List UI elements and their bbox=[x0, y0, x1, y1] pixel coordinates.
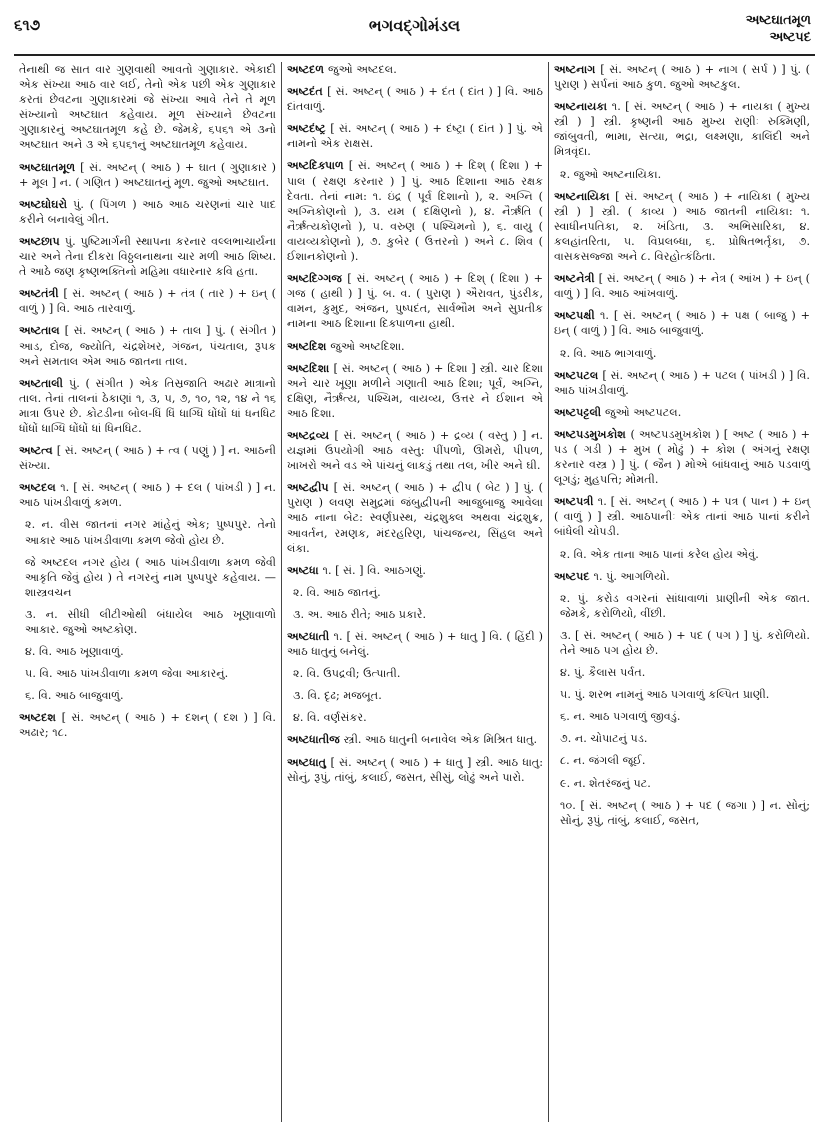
headword: અષ્ટદિશ bbox=[287, 339, 331, 353]
dictionary-entry bbox=[554, 547, 810, 562]
definition-text: [ સં. અષ્ટન્ ( આઠ ) + દંષ્ટ્રા ( દાંત ) ] પું. એ નામનો એક રાક્ષસ. bbox=[287, 122, 543, 151]
dictionary-entry bbox=[19, 376, 276, 436]
dictionary-entry bbox=[287, 607, 543, 622]
headword: અષ્ટદલ bbox=[19, 481, 61, 495]
headword: અષ્ટનાયિકા bbox=[554, 189, 616, 203]
dictionary-entry bbox=[287, 361, 543, 421]
definition-text: ૧. [ સં. અષ્ટન્ ( આઠ ) + પક્ષ ( બાજુ ) + ઇન્ ( વાળું ) ] વિ. આઠ બાજુવાળું. bbox=[554, 309, 810, 338]
definition-text: ૨. વિ. આઠ ભાગવાળું. bbox=[560, 346, 657, 360]
dictionary-entry bbox=[19, 644, 276, 659]
headword: અષ્ટધાતીજ bbox=[287, 733, 344, 747]
definition-text: [ સં. અષ્ટન્ ( આઠ ) + પટલ ( પાંખડી ) ] વિ. આઠ પાંખડીવાળું. bbox=[554, 368, 810, 397]
headword: અષ્ટધા bbox=[287, 563, 323, 577]
column-right bbox=[548, 62, 815, 1122]
definition-text: ૨. વિ. એક તાના આઠ પાનાં કરેલ હોય એવું. bbox=[560, 547, 759, 561]
dictionary-entry bbox=[287, 339, 543, 354]
definition-text: [ સં. અષ્ટન્ ( આઠ ) + દશન્ ( દશ ) ] વિ. અઢાર; ૧૮. bbox=[19, 711, 276, 740]
headword: અષ્ટદિશા bbox=[287, 361, 334, 375]
dictionary-entry bbox=[554, 368, 810, 398]
dictionary-entry bbox=[554, 189, 810, 264]
dictionary-entry bbox=[554, 665, 810, 680]
dictionary-entry bbox=[287, 563, 543, 578]
definition-text: જુઓ અષ્ટપટલ. bbox=[605, 405, 682, 419]
dictionary-entry bbox=[554, 405, 810, 420]
definition-text: [ સં. અષ્ટન્ ( આઠ ) + દ્વીપ ( બેટ ) ] પું. ( પુરાણ ) લવણ સમુદ્રમાં જંબુદ્વીપની આજુબાજુ આવેલા આઠ નાના બેટ: સ્વર્ણપ્રસ્થ, ચંદ્રશુક્લ અથવા ચંદ્રશુક્ર, આવર્તન, રમણક, મંદરહરિણ, પાંચજન્ય, સિંહલ અને લંકા. bbox=[287, 481, 543, 555]
definition-text: ૪. વિ. વર્ણસંકર. bbox=[293, 711, 367, 725]
headword: અષ્ટદંત bbox=[287, 85, 328, 99]
dictionary-entry bbox=[287, 271, 543, 331]
definition-text: [ સં. અષ્ટન્ ( આઠ ) + ઘાત ( ગુણાકાર ) + મૂલ ] ન. ( ગણિત ) અષ્ટઘાતનું મૂળ. જુઓ અષ્ટઘાત. bbox=[19, 160, 276, 189]
definition-text: ૧૦. [ સં. અષ્ટન્ ( આઠ ) + પદ ( જગા ) ] ન. સોનું; સોનું, રૂપું, તાંબું, કલાઈ, જસત, bbox=[560, 798, 810, 827]
definition-text: સ્ત્રી. આઠ ધાતુની બનાવેલ એક મિશ્રિત ધાતુ. bbox=[343, 733, 538, 747]
headword: અષ્ટછાપ bbox=[19, 234, 65, 248]
headword: અષ્ટઘોઘરો bbox=[19, 197, 74, 211]
headword: અષ્ટપડમુખકોશ bbox=[554, 427, 631, 441]
headword: અષ્ટપત્રી bbox=[554, 495, 598, 509]
headword: અષ્ટનેત્રી bbox=[554, 272, 599, 286]
definition-text: ૫. વિ. આઠ પાંખડીવાળા કમળ જેવા આકારનું. bbox=[25, 667, 229, 681]
dictionary-entry bbox=[287, 710, 543, 725]
column-middle bbox=[281, 62, 548, 1122]
definition-text: [ સં. અષ્ટન્ ( આઠ ) + નાગ ( સર્પ ) ] પું. ( પુરાણ ) સર્પનાં આઠ કુળ. જુઓ અષ્ટકુલ. bbox=[554, 63, 810, 92]
dictionary-entry bbox=[287, 755, 543, 785]
dictionary-entry bbox=[554, 167, 810, 182]
definition-text: જુઓ અષ્ટદલ. bbox=[328, 63, 397, 76]
dictionary-entry bbox=[19, 517, 276, 547]
dictionary-entry bbox=[19, 480, 276, 510]
headword: અષ્ટપદ bbox=[554, 569, 594, 583]
definition-text: ૨. ન. વીસ જાતનાં નગર માંહેનું એક; પુષ્પપુર. તેનો આકાર આઠ પાંખડીવાળા કમળ જેવો હોય છે. bbox=[25, 518, 276, 547]
dictionary-entry bbox=[287, 629, 543, 659]
headword: અષ્ટપક્ષી bbox=[554, 309, 600, 323]
definition-text: ૬. ન. આઠ પગવાળું જીવડું. bbox=[560, 710, 681, 724]
dictionary-entry bbox=[287, 666, 543, 681]
definition-text: ૧. પું. આગળિયો. bbox=[593, 569, 670, 583]
dictionary-entry bbox=[19, 323, 276, 368]
headword: અષ્ટપટ્ટલી bbox=[554, 405, 605, 419]
definition-text: ૧. [ સં. અષ્ટન્ ( આઠ ) + પત્ર ( પાન ) + ઇન્ ( વાળું ) ] સ્ત્રી. આઠપાનીઃ એક તાનાં આઠ પાનાં કરીને બાંધેલી ચોપડી. bbox=[554, 495, 810, 539]
guide-word-last: અષ્ટપદ bbox=[769, 30, 811, 45]
dictionary-entry bbox=[19, 443, 276, 473]
dictionary-entry bbox=[554, 569, 810, 584]
dictionary-entry bbox=[554, 709, 810, 724]
definition-text: ૪. વિ. આઠ ખૂણાવાળું. bbox=[25, 645, 124, 659]
headword: અષ્ટતાલી bbox=[19, 376, 69, 390]
guide-words bbox=[746, 12, 811, 46]
definition-text: ૨. વિ. આઠ જાતનું. bbox=[293, 585, 381, 599]
definition-text: ૫. પું. શરભ નામનું આઠ પગવાળું કલ્પિત પ્રાણી. bbox=[560, 688, 770, 702]
definition-text: ૩. ન. સીધી લીટીઓથી બંધાયેલ આઠ ખૂણાવાળો આકાર. જુઓ અષ્ટકોણ. bbox=[25, 607, 276, 636]
headword: અષ્ટદ્વીપ bbox=[287, 481, 334, 495]
definition-text: [ સં. અષ્ટન્ ( આઠ ) + દિશા ] સ્ત્રી. ચાર દિશા અને ચાર ખૂણા મળીને ગણાતી આઠ દિશા; પૂર્વ, અગ્નિ, દક્ષિણ, નૈર્ઋત્ય, પશ્ચિમ, વાયવ્ય, ઉત્તર ને ઈશાન એ આઠ દિશા. bbox=[287, 361, 543, 420]
definition-text: ૨. જુઓ અષ્ટનાયિકા. bbox=[560, 167, 662, 181]
definition-text: ૨. વિ. ઉપદ્રવી; ઉત્પાતી. bbox=[293, 667, 401, 681]
definition-text: [ સં. અષ્ટન્ ( આઠ ) + દંત ( દાંત ) ] વિ. આઠ દાંતવાળું. bbox=[287, 85, 543, 114]
headword: અષ્ટઘાતમૂળ bbox=[19, 160, 81, 174]
dictionary-entry bbox=[554, 62, 810, 92]
definition-text: તેનાથી જ સાત વાર ગુણવાથી આવતો ગુણાકાર. એકાદી એક સંખ્યા આઠ વાર લઈ, તેનો એક પછી એક ગુણાકાર કરતાં છેવટના ગુણાકારમાં જે સંખ્યા આવે તેને તે મૂળ સંખ્યાનો અષ્ટઘાત કહેવાય. મૂળ સંખ્યાને છેવટના ગુણાકારનું અષ્ટઘાતમૂળ કહે છે. જેમકે, ૬૫૬૧ એ ૩નો અષ્ટઘાત અને ૩ એ ૬૫૬૧નું અષ્ટઘાતમૂળ કહેવાય. bbox=[19, 63, 276, 152]
definition-text: ૨. પું. કરોડ વગરનાં સાંધાવાળાં પ્રાણીની એક જાત. જેમકે, કરોળિયો, વીંછી. bbox=[560, 591, 810, 620]
headword: અષ્ટનાયકા bbox=[554, 100, 612, 114]
dictionary-entry bbox=[287, 121, 543, 151]
definition-text: [ સં. અષ્ટન્ ( આઠ ) + દિશ્ ( દિશા ) + ગજ ( હાથી ) ] પું. બ. વ. ( પુરાણ ) ઐરાવત, પુંડરીક, વામન, કુમુદ, અંજન, પુષ્પદંત, સાર્વભૌમ અને સુપ્રતીક નામના આઠ દિશાના દિક્પાળના હાથી. bbox=[287, 272, 544, 331]
definition-text: ૧. [ સં. અષ્ટન્ ( આઠ ) + નાયકા ( મુખ્ય સ્ત્રી ) ] સ્ત્રી. કૃષ્ણની આઠ મુખ્ય રાણીઃ રુક્મિણી, જાંબુવતી, ભામા, સત્યા, ભદ્રા, લક્ષ્મણા, કાલિંદી અને મિત્રવૃંદા. bbox=[554, 100, 811, 159]
definition-text: જુઓ અષ્ટદિશા. bbox=[330, 339, 405, 353]
dictionary-entry bbox=[554, 427, 810, 487]
definition-text: ૧. [ સં. અષ્ટન્ ( આઠ ) + દલ ( પાંખડી ) ] ન. આઠ પાંખડીવાળું કમળ. bbox=[19, 481, 276, 510]
dictionary-entry bbox=[19, 688, 276, 703]
dictionary-entry bbox=[287, 84, 543, 114]
dictionary-entry bbox=[19, 197, 276, 227]
dictionary-entry bbox=[287, 480, 543, 555]
page-title: ભગવદ્ગોમંડલ bbox=[368, 16, 461, 35]
definition-text: ( અષ્ટપડમુખકોશ ) [ અષ્ટ ( આઠ ) + પડ ( ગડી ) + મુખ ( મોઢું ) + કોશ ( અંગનું રક્ષણ કરનાર વસ્ત્ર ) ] પું. ( જૈન ) મોએ બાંધવાનું આઠ પડવાળું લૂગડું; મુહપત્તિ; મોમતી. bbox=[554, 427, 810, 487]
dictionary-entry bbox=[19, 286, 276, 316]
dictionary-entry bbox=[554, 776, 810, 791]
dictionary-entry bbox=[554, 346, 810, 361]
headword: અષ્ટત્વ bbox=[19, 444, 57, 458]
headword: અષ્ટદશ bbox=[19, 711, 62, 725]
definition-text: [ સં. અષ્ટન્ ( આઠ ) + દિશ્ ( દિશા ) + પાલ ( રક્ષણ કરનાર ) ] પું. આઠ દિશાના આઠ રક્ષક દેવતા. તેનાં નામ: ૧. ઇંદ્ર ( પૂર્વ દિશાનો ), ૨. અગ્નિ ( અગ્નિકોણનો ), ૩. યમ ( દક્ષિણનો ), ૪. નૈર્ઋતિ ( નૈર્ઋત્યકોણનો ), ૫. વરુણ ( પશ્ચિમનો ), ૬. વાયુ ( વાયવ્યકોણનો ), ૭. કુબેર ( ઉત્તરનો ) અને ૮. શિવ ( ઈશાનકોણનો ). bbox=[287, 159, 544, 264]
dictionary-entry bbox=[19, 62, 276, 153]
definition-text: ૧. [ સં. અષ્ટન્ ( આઠ ) + ધાતુ ] વિ. ( હિંદી ) આઠ ધાતુનું બનેલું. bbox=[287, 630, 543, 659]
dictionary-entry bbox=[554, 753, 810, 768]
dictionary-entry bbox=[19, 607, 276, 637]
headword: અષ્ટદંષ્ટ્ર bbox=[287, 122, 331, 136]
definition-text: ૮. ન. જંગલી જૂઈ. bbox=[560, 754, 646, 768]
headword: અષ્ટદિક્પાળ bbox=[287, 159, 349, 173]
definition-text: ૯. ન. શેતરંજનું પટ. bbox=[560, 776, 651, 790]
dictionary-entry bbox=[19, 234, 276, 279]
columns bbox=[14, 62, 815, 1122]
dictionary-entry bbox=[19, 666, 276, 681]
definition-text: [ સં. અષ્ટન્ ( આઠ ) + નેત્ર ( આંખ ) + ઇન્ ( વાળું ) ] વિ. આઠ આંખવાળું. bbox=[554, 272, 810, 301]
definition-text: ૩. અ. આઠ રીતે; આઠ પ્રકારે. bbox=[293, 607, 427, 621]
guide-word-first: અષ્ટઘાતમૂળ bbox=[745, 13, 811, 28]
dictionary-entry bbox=[554, 308, 810, 338]
definition-text: [ સં. અષ્ટન્ ( આઠ ) + દ્રવ્ય ( વસ્તુ ) ] ન. યજ્ઞમાં ઉપયોગી આઠ વસ્તુ: પીંપળો, ઊમરો, પીપળ, ખાખરો અને વડ એ પાંચનું લાકડું તથા તલ, ખીર અને ઘી. bbox=[287, 428, 543, 473]
dictionary-entry bbox=[554, 99, 810, 159]
headword: અષ્ટધાતી bbox=[287, 630, 334, 643]
dictionary-entry bbox=[554, 798, 810, 828]
dictionary-entry bbox=[554, 591, 810, 621]
dictionary-entry bbox=[287, 688, 543, 703]
definition-text: ૧. [ સં. ] વિ. આઠગણું. bbox=[322, 563, 426, 577]
column-left bbox=[14, 62, 281, 1122]
definition-text: પું. પુષ્ટિમાર્ગની સ્થાપના કરનાર વલ્લભાચાર્યના ચાર અને તેના દીકરા વિઠ્ઠલનાથના ચાર મળી આઠ શિષ્ય. તે આઠે જણ કૃષ્ણભક્તિનો મહિમા વધારનાર કવિ હતા. bbox=[19, 234, 276, 279]
definition-text: [ સં. અષ્ટન્ ( આઠ ) + તાલ ] પું. ( સંગીત ) આડ, દોજ, જ્યોતિ, ચંદ્રશેખર, ગંજન, પંચતાલ, રૂપક અને સમતાલ એમ આઠ જાતના તાલ. bbox=[19, 324, 276, 368]
dictionary-entry bbox=[554, 494, 810, 539]
definition-text: પું. ( પિંગળ ) આઠ આઠ ચરણનાં ચાર પાદ કરીને બનાવેલું ગીત. bbox=[19, 197, 276, 226]
definition-text: [ સં. અષ્ટન્ ( આઠ ) + ધાતુ ] સ્ત્રી. આઠ ધાતુ: સોનું, રૂપું, તાંબું, કલાઈ, જસત, સીસું, લોઢું અને પારો. bbox=[287, 755, 543, 784]
headword: અષ્ટતંત્રી bbox=[19, 287, 64, 301]
dictionary-entry bbox=[287, 732, 543, 747]
dictionary-entry bbox=[19, 160, 276, 190]
headword: અષ્ટતાલ bbox=[19, 324, 65, 338]
dictionary-entry bbox=[554, 687, 810, 702]
definition-text: ૬. વિ. આઠ બાજુવાળું. bbox=[25, 689, 124, 703]
headword: અષ્ટદળ bbox=[287, 63, 328, 76]
headword: અષ્ટદિગ્ગજ bbox=[287, 272, 348, 286]
definition-text: [ સં. અષ્ટન્ ( આઠ ) + નાયિકા ( મુખ્ય સ્ત્રી ) ] સ્ત્રી. ( કાવ્ય ) આઠ જાતની નાયિકા: ૧. સ્વાધીનપતિકા, ૨. ખંડિતા, ૩. અભિસારિકા, ૪. કલહાંતરિતા, ૫. વિપ્રલબ્ધા, ૬. પ્રોષિતભર્તૃકા, ૭. વાસકસજ્જા અને ૮. વિરહોત્કંઠિતા. bbox=[554, 189, 810, 264]
dictionary-entry bbox=[287, 158, 543, 264]
definition-text: જે અષ્ટદલ નગર હોય ( આઠ પાંખડીવાળા કમળ જેવી આકૃતિ જેવું હોય ) તે નગરનું નામ પુષ્પપુર કહેવાય. — શાસ્ત્રવચન bbox=[25, 555, 276, 599]
page-header bbox=[14, 10, 815, 56]
page-number: ૬૧૭ bbox=[14, 16, 41, 34]
headword: અષ્ટપટલ bbox=[554, 368, 603, 382]
headword: અષ્ટનાગ bbox=[554, 63, 601, 76]
definition-text: ૭. ન. ચોપાટનું પડ. bbox=[560, 732, 648, 746]
dictionary-entry bbox=[19, 710, 276, 740]
dictionary-entry bbox=[554, 628, 810, 658]
dictionary-entry bbox=[287, 585, 543, 600]
headword: અષ્ટધાતુ bbox=[287, 755, 331, 769]
dictionary-entry bbox=[287, 62, 543, 77]
definition-text: [ સં. અષ્ટન્ ( આઠ ) + તંત્ર ( તાર ) + ઇન્ ( વાળું ) ] વિ. આઠ તારવાળું. bbox=[19, 287, 276, 316]
dictionary-entry bbox=[287, 428, 543, 473]
dictionary-entry bbox=[554, 731, 810, 746]
dictionary-entry bbox=[554, 271, 810, 301]
definition-text: પું. ( સંગીત ) એક તિસ્રજાતિ અઢાર માત્રાનો તાલ. તેનાં તાલનાં ઠેકાણાં ૧, ૩, ૫, ૭, ૧૦, ૧૨, ૧૪ ને ૧૬ માત્રા ઉપર છે. કોટડીના બોલ-ધિં ધિં ધાગ્ધિ ધોંધોં ધાં ધનધિટ ધોંધોં ધાગ્ધિ ધોંધોં ધાં ધિનધિટ. bbox=[19, 376, 276, 435]
definition-text: ૩. વિ. દૃઢ; મજબૂત. bbox=[293, 689, 382, 703]
definition-text: ૩. [ સં. અષ્ટન્ ( આઠ ) + પદ ( પગ ) ] પું. કરોળિયો. તેને આઠ પગ હોય છે. bbox=[560, 628, 810, 657]
dictionary-entry bbox=[19, 555, 276, 600]
headword: અષ્ટદ્રવ્ય bbox=[287, 428, 335, 442]
definition-text: [ સં. અષ્ટન્ ( આઠ ) + ત્વ ( પણું ) ] ન. આઠની સંખ્યા. bbox=[19, 444, 276, 473]
definition-text: ૪. પું. કૈલાસ પર્વત. bbox=[560, 666, 646, 680]
